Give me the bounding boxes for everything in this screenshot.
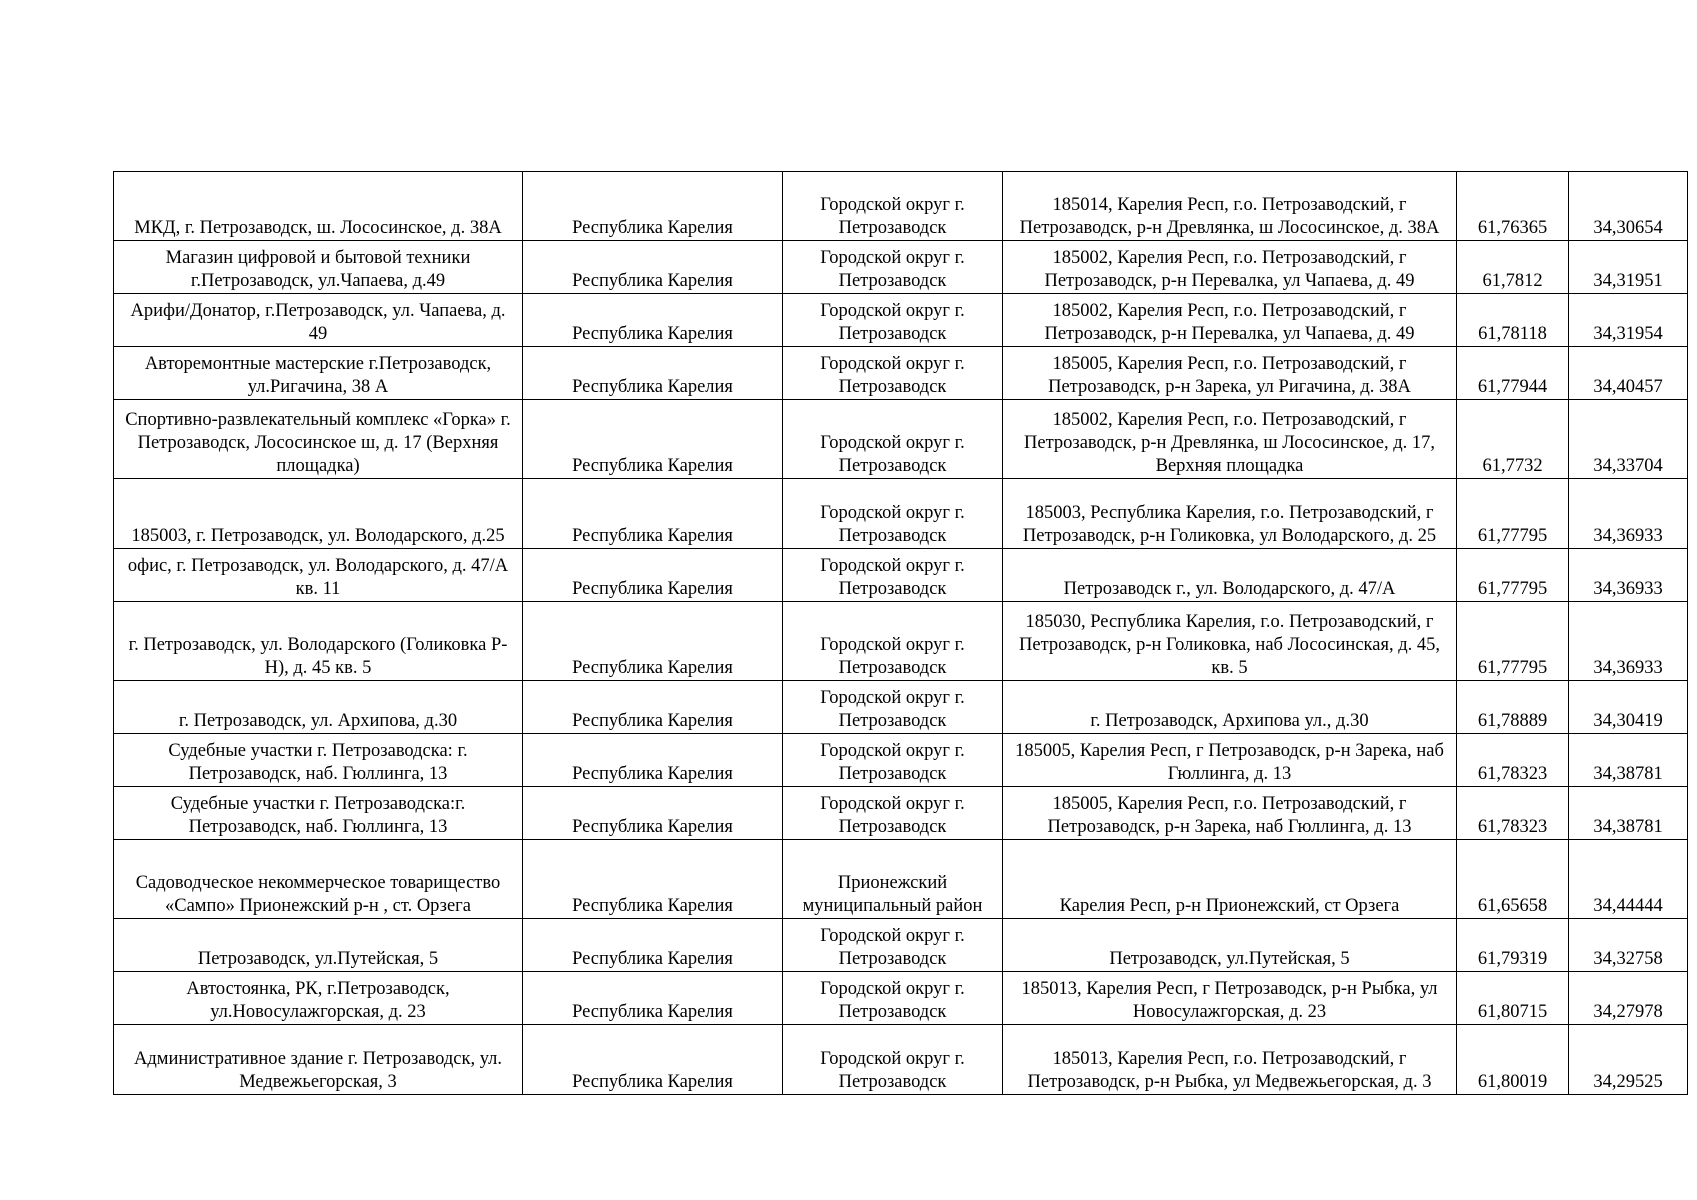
longitude-cell: 34,30654 bbox=[1569, 172, 1688, 241]
address-cell: 185002, Карелия Респ, г.о. Петрозаводский, г Петрозаводск, р-н Перевалка, ул Чапаева, д. 49 bbox=[1003, 294, 1457, 347]
longitude-cell: 34,36933 bbox=[1569, 602, 1688, 681]
object-name-cell: Авторемонтные мастерские г.Петрозаводск, ул.Ригачина, 38 А bbox=[114, 347, 523, 400]
longitude-cell: 34,31951 bbox=[1569, 241, 1688, 294]
address-cell: 185003, Республика Карелия, г.о. Петрозаводский, г Петрозаводск, р-н Голиковка, ул Володарского, д. 25 bbox=[1003, 479, 1457, 549]
region-cell: Республика Карелия bbox=[523, 840, 783, 919]
object-name-cell: Спортивно-развлекательный комплекс «Горка» г. Петрозаводск, Лососинское ш, д. 17 (Верхняя площадка) bbox=[114, 400, 523, 479]
region-cell: Республика Карелия bbox=[523, 787, 783, 840]
district-cell: Городской округ г. Петрозаводск bbox=[783, 1025, 1003, 1095]
longitude-cell: 34,31954 bbox=[1569, 294, 1688, 347]
address-cell: 185002, Карелия Респ, г.о. Петрозаводский, г Петрозаводск, р-н Древлянка, ш Лососинское, д. 17, Верхняя площадка bbox=[1003, 400, 1457, 479]
longitude-cell: 34,36933 bbox=[1569, 549, 1688, 602]
longitude-cell: 34,27978 bbox=[1569, 972, 1688, 1025]
object-name-cell: офис, г. Петрозаводск, ул. Володарского, д. 47/А кв. 11 bbox=[114, 549, 523, 602]
latitude-cell: 61,79319 bbox=[1457, 919, 1569, 972]
region-cell: Республика Карелия bbox=[523, 1025, 783, 1095]
table-row bbox=[114, 734, 1688, 787]
address-cell: г. Петрозаводск, Архипова ул., д.30 bbox=[1003, 681, 1457, 734]
region-cell: Республика Карелия bbox=[523, 241, 783, 294]
table-row bbox=[114, 602, 1688, 681]
address-cell: 185005, Карелия Респ, г Петрозаводск, р-н Зарека, наб Гюллинга, д. 13 bbox=[1003, 734, 1457, 787]
object-name-cell: Административное здание г. Петрозаводск, ул. Медвежьегорская, 3 bbox=[114, 1025, 523, 1095]
district-cell: Городской округ г. Петрозаводск bbox=[783, 479, 1003, 549]
region-cell: Республика Карелия bbox=[523, 172, 783, 241]
longitude-cell: 34,30419 bbox=[1569, 681, 1688, 734]
district-cell: Городской округ г. Петрозаводск bbox=[783, 787, 1003, 840]
latitude-cell: 61,65658 bbox=[1457, 840, 1569, 919]
longitude-cell: 34,38781 bbox=[1569, 787, 1688, 840]
address-cell: 185013, Карелия Респ, г Петрозаводск, р-н Рыбка, ул Новосулажгорская, д. 23 bbox=[1003, 972, 1457, 1025]
table-row bbox=[114, 294, 1688, 347]
longitude-cell: 34,40457 bbox=[1569, 347, 1688, 400]
latitude-cell: 61,77944 bbox=[1457, 347, 1569, 400]
region-cell: Республика Карелия bbox=[523, 972, 783, 1025]
district-cell: Городской округ г. Петрозаводск bbox=[783, 681, 1003, 734]
latitude-cell: 61,77795 bbox=[1457, 549, 1569, 602]
address-cell: 185014, Карелия Респ, г.о. Петрозаводский, г Петрозаводск, р-н Древлянка, ш Лососинское, д. 38А bbox=[1003, 172, 1457, 241]
latitude-cell: 61,78323 bbox=[1457, 734, 1569, 787]
table-row bbox=[114, 681, 1688, 734]
object-name-cell: Судебные участки г. Петрозаводска:г. Петрозаводск, наб. Гюллинга, 13 bbox=[114, 787, 523, 840]
region-cell: Республика Карелия bbox=[523, 347, 783, 400]
table-row bbox=[114, 347, 1688, 400]
document-sheet bbox=[113, 171, 1687, 1095]
region-cell: Республика Карелия bbox=[523, 681, 783, 734]
latitude-cell: 61,77795 bbox=[1457, 602, 1569, 681]
table-row bbox=[114, 840, 1688, 919]
region-cell: Республика Карелия bbox=[523, 549, 783, 602]
object-name-cell: МКД, г. Петрозаводск, ш. Лососинское, д. 38А bbox=[114, 172, 523, 241]
district-cell: Городской округ г. Петрозаводск bbox=[783, 294, 1003, 347]
longitude-cell: 34,32758 bbox=[1569, 919, 1688, 972]
district-cell: Городской округ г. Петрозаводск bbox=[783, 549, 1003, 602]
district-cell: Городской округ г. Петрозаводск bbox=[783, 972, 1003, 1025]
table-row bbox=[114, 479, 1688, 549]
address-cell: Карелия Респ, р-н Прионежский, ст Орзега bbox=[1003, 840, 1457, 919]
latitude-cell: 61,78889 bbox=[1457, 681, 1569, 734]
district-cell: Городской округ г. Петрозаводск bbox=[783, 734, 1003, 787]
address-table bbox=[113, 171, 1688, 1095]
district-cell: Городской округ г. Петрозаводск bbox=[783, 602, 1003, 681]
address-cell: 185030, Республика Карелия, г.о. Петрозаводский, г Петрозаводск, р-н Голиковка, наб Лососинская, д. 45, кв. 5 bbox=[1003, 602, 1457, 681]
longitude-cell: 34,38781 bbox=[1569, 734, 1688, 787]
district-cell: Городской округ г. Петрозаводск bbox=[783, 919, 1003, 972]
object-name-cell: г. Петрозаводск, ул. Володарского (Голиковка Р-Н), д. 45 кв. 5 bbox=[114, 602, 523, 681]
table-row bbox=[114, 400, 1688, 479]
table-row bbox=[114, 241, 1688, 294]
district-cell: Городской округ г. Петрозаводск bbox=[783, 400, 1003, 479]
address-cell: 185002, Карелия Респ, г.о. Петрозаводский, г Петрозаводск, р-н Перевалка, ул Чапаева, д. 49 bbox=[1003, 241, 1457, 294]
region-cell: Республика Карелия bbox=[523, 919, 783, 972]
table-row bbox=[114, 172, 1688, 241]
latitude-cell: 61,7812 bbox=[1457, 241, 1569, 294]
district-cell: Городской округ г. Петрозаводск bbox=[783, 347, 1003, 400]
latitude-cell: 61,77795 bbox=[1457, 479, 1569, 549]
latitude-cell: 61,7732 bbox=[1457, 400, 1569, 479]
table-row bbox=[114, 1025, 1688, 1095]
table-body bbox=[114, 172, 1688, 1095]
address-cell: Петрозаводск, ул.Путейская, 5 bbox=[1003, 919, 1457, 972]
region-cell: Республика Карелия bbox=[523, 479, 783, 549]
latitude-cell: 61,78323 bbox=[1457, 787, 1569, 840]
region-cell: Республика Карелия bbox=[523, 602, 783, 681]
region-cell: Республика Карелия bbox=[523, 734, 783, 787]
address-cell: 185005, Карелия Респ, г.о. Петрозаводский, г Петрозаводск, р-н Зарека, ул Ригачина, д. 38А bbox=[1003, 347, 1457, 400]
table-row bbox=[114, 972, 1688, 1025]
address-cell: 185013, Карелия Респ, г.о. Петрозаводский, г Петрозаводск, р-н Рыбка, ул Медвежьегорская, д. 3 bbox=[1003, 1025, 1457, 1095]
longitude-cell: 34,44444 bbox=[1569, 840, 1688, 919]
district-cell: Городской округ г. Петрозаводск bbox=[783, 172, 1003, 241]
object-name-cell: Магазин цифровой и бытовой техники г.Петрозаводск, ул.Чапаева, д.49 bbox=[114, 241, 523, 294]
object-name-cell: Арифи/Донатор, г.Петрозаводск, ул. Чапаева, д. 49 bbox=[114, 294, 523, 347]
object-name-cell: Автостоянка, РК, г.Петрозаводск, ул.Новосулажгорская, д. 23 bbox=[114, 972, 523, 1025]
district-cell: Прионежский муниципальный район bbox=[783, 840, 1003, 919]
longitude-cell: 34,36933 bbox=[1569, 479, 1688, 549]
latitude-cell: 61,80715 bbox=[1457, 972, 1569, 1025]
latitude-cell: 61,78118 bbox=[1457, 294, 1569, 347]
region-cell: Республика Карелия bbox=[523, 400, 783, 479]
longitude-cell: 34,29525 bbox=[1569, 1025, 1688, 1095]
region-cell: Республика Карелия bbox=[523, 294, 783, 347]
object-name-cell: Петрозаводск, ул.Путейская, 5 bbox=[114, 919, 523, 972]
address-cell: Петрозаводск г., ул. Володарского, д. 47/А bbox=[1003, 549, 1457, 602]
table-row bbox=[114, 549, 1688, 602]
district-cell: Городской округ г. Петрозаводск bbox=[783, 241, 1003, 294]
object-name-cell: г. Петрозаводск, ул. Архипова, д.30 bbox=[114, 681, 523, 734]
table-row bbox=[114, 919, 1688, 972]
object-name-cell: 185003, г. Петрозаводск, ул. Володарского, д.25 bbox=[114, 479, 523, 549]
latitude-cell: 61,80019 bbox=[1457, 1025, 1569, 1095]
table-row bbox=[114, 787, 1688, 840]
address-cell: 185005, Карелия Респ, г.о. Петрозаводский, г Петрозаводск, р-н Зарека, наб Гюллинга, д. 13 bbox=[1003, 787, 1457, 840]
longitude-cell: 34,33704 bbox=[1569, 400, 1688, 479]
object-name-cell: Садоводческое некоммерческое товарищество «Сампо» Прионежский р-н , ст. Орзега bbox=[114, 840, 523, 919]
object-name-cell: Судебные участки г. Петрозаводска: г. Петрозаводск, наб. Гюллинга, 13 bbox=[114, 734, 523, 787]
latitude-cell: 61,76365 bbox=[1457, 172, 1569, 241]
